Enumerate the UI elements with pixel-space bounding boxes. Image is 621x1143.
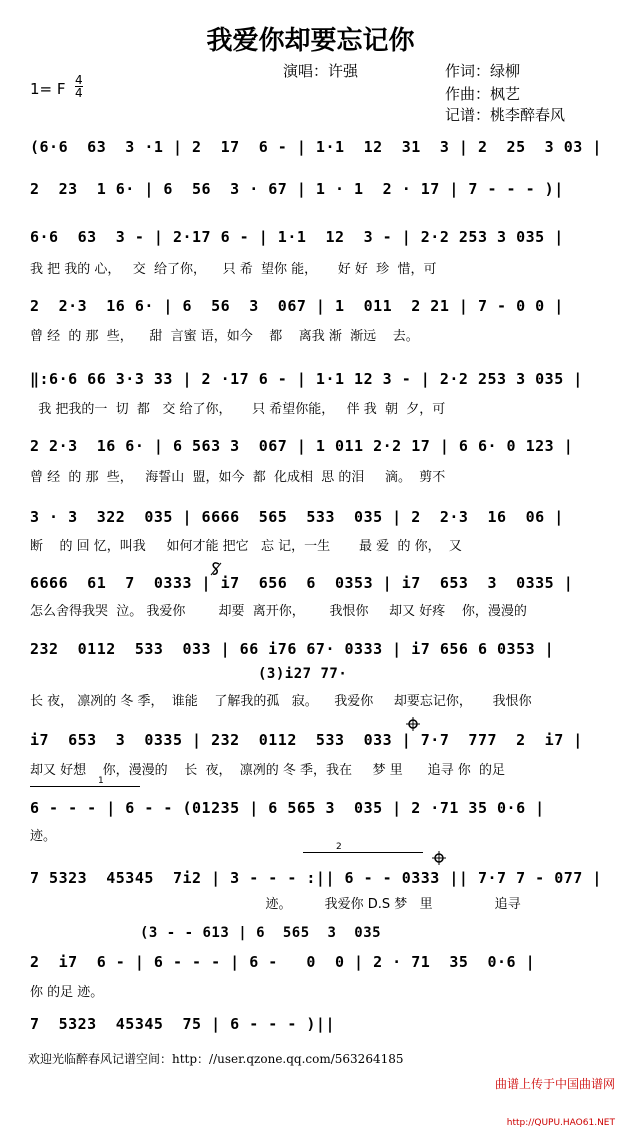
- segno-icon: [210, 561, 222, 577]
- score-row-8-lyrics: 怎么舍得我哭 泣。 我爱你 却要 离开你， 我恨你 却又 好疼 你，漫漫的: [30, 604, 527, 619]
- score-row-4-lyrics: 曾 经 的 那 些， 甜 言蜜 语，如今 都 离我 渐 渐远 去。: [30, 329, 419, 344]
- score-row-3-lyrics: 我 把 我的 心， 交 给了你， 只 希 望你 能， 好 好 珍 惜，可: [30, 262, 437, 277]
- lyricist-credit: 作词：绿柳: [445, 62, 521, 80]
- score-row-13-notes: 2 i7 6 - | 6 - - - | 6 - 0 0 | 2 · 71 35 0·6 |: [30, 953, 536, 971]
- score-row-13-alt-notes: (3 - - 613 | 6 565 3 035: [140, 925, 382, 941]
- score-row-10-lyrics: 却又 好想 你，漫漫的 长 夜， 凛冽的 冬 季，我在 梦 里 追寻 你 的足: [30, 763, 505, 778]
- footer-url-text: 欢迎光临醉春风记谱空间：http：//user.qzone.qq.com/563264185: [28, 1052, 404, 1066]
- score-row-8-notes: 6666 61 7 0333 | i7 656 6 0353 | i7 653 3 0335 |: [30, 574, 574, 592]
- time-signature: [75, 74, 83, 99]
- score-row-9-alt-ending: (3)i27 77·: [258, 666, 348, 682]
- page-title: 我爱你却要忘记你: [206, 26, 415, 56]
- time-signature-top: 4: [75, 73, 83, 87]
- score-row-9-lyrics: 长 夜， 凛冽的 冬 季， 谁能 了解我的孤 寂。 我爱你 却要忘记你， 我恨你: [30, 694, 532, 709]
- coda-icon: [406, 717, 420, 731]
- coda-icon-2: [432, 851, 446, 865]
- volta-1-label: 1: [98, 776, 104, 786]
- score-row-12-lyrics: 迹。 我爱你 D.S 梦 里 追寻: [30, 897, 521, 912]
- volta-1-bracket: [30, 786, 140, 787]
- singer-credit: 演唱：许强: [283, 62, 359, 80]
- score-row-2-notes: 2 23 1 6· | 6 56 3 · 67 | 1 · 1 2 · 17 | 7 - - - )|: [30, 180, 564, 198]
- score-row-12-notes: 7 5323 45345 7i2 | 3 - - - :|| 6 - - 0333 || 7·7 7 - 077 |: [30, 869, 602, 887]
- score-row-11-notes: 6 - - - | 6 - - (01235 | 6 565 3 035 | 2 ·71 35 0·6 |: [30, 799, 545, 817]
- score-row-9-notes: 232 0112 533 033 | 66 i76 67· 0333 | i7 656 6 0353 |: [30, 640, 555, 658]
- time-signature-bottom: 4: [75, 86, 83, 100]
- score-row-7-lyrics: 断 的 回 忆，叫我 如何才能 把它 忘 记，一生 最 爱 的 你， 又: [30, 539, 462, 554]
- score-row-11-lyrics: 迹。: [30, 829, 57, 844]
- transcriber-credit: 记谱：桃李醉春风: [445, 106, 566, 124]
- score-row-6-notes: 2 2·3 16 6· | 6 563 3 067 | 1 011 2·2 17 | 6 6· 0 123 |: [30, 437, 574, 455]
- volta-2-label: 2: [336, 842, 342, 852]
- volta-2-bracket: [303, 852, 423, 853]
- composer-credit: 作曲：枫艺: [445, 85, 521, 103]
- watermark-line-2: http://QUPU.HAO61.NET: [506, 1118, 615, 1128]
- score-row-3-notes: 6·6 63 3 - | 2·17 6 - | 1·1 12 3 - | 2·2 253 3 035 |: [30, 228, 564, 246]
- score-row-7-notes: 3 · 3 322 035 | 6666 565 533 035 | 2 2·3 16 06 |: [30, 508, 564, 526]
- watermark-line-1: 曲谱上传于中国曲谱网: [494, 1077, 615, 1091]
- score-row-5-lyrics: 我 把我的一 切 都 交 给了你， 只 希望你能， 伴 我 朝 夕，可: [30, 402, 446, 417]
- score-row-1-notes: (6·6 63 3 ·1 | 2 17 6 - | 1·1 12 31 3 | 2 25 3 03 |: [30, 138, 602, 156]
- site-watermark-logo: [495, 1052, 615, 1143]
- score-row-14-notes: 7 5323 45345 75 | 6 - - - )||: [30, 1015, 335, 1033]
- score-row-6-lyrics: 曾 经 的 那 些， 海誓山 盟，如今 都 化成相 思 的泪 滴。 剪不: [30, 470, 446, 485]
- score-row-10-notes: i7 653 3 0335 | 232 0112 533 033 | 7·7 777 2 i7 |: [30, 731, 583, 749]
- score-row-13-lyrics: 你 的足 迹。: [30, 985, 104, 1000]
- score-row-4-notes: 2 2·3 16 6· | 6 56 3 067 | 1 011 2 21 | 7 - 0 0 |: [30, 297, 564, 315]
- key-signature: 1= F: [30, 80, 66, 98]
- score-row-5-notes: ‖:6·6 66 3·3 33 | 2 ·17 6 - | 1·1 12 3 - | 2·2 253 3 035 |: [30, 370, 583, 388]
